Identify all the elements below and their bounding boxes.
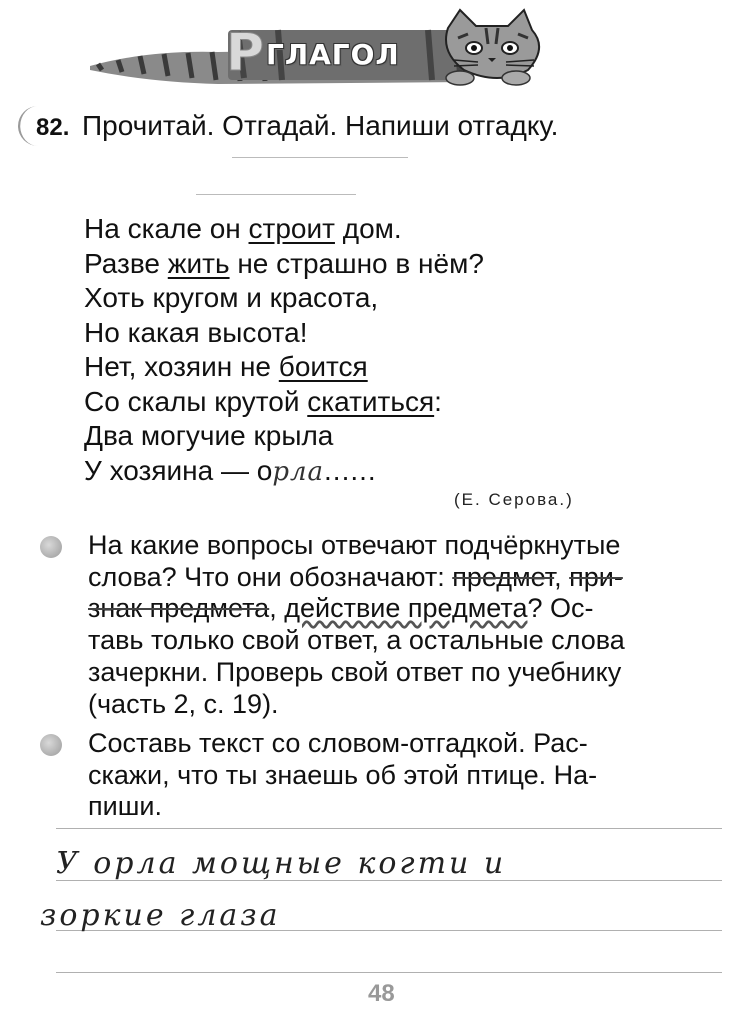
bullet-icon bbox=[40, 734, 62, 756]
underlined-word: боится bbox=[278, 351, 368, 382]
underlined-word: скатиться bbox=[307, 385, 435, 417]
task-questions: На какие вопросы отвечают подчёркнутые слова? Что они обозначают: предмет, при- знак предмета, действие предмета? Ос- тавь только свой ответ, а остальные слова зачеркни. Проверь свой ответ по учебнику (часть 2, с. 19). bbox=[88, 530, 625, 719]
crossed-out-word: предмет bbox=[452, 561, 555, 592]
svg-text:Р: Р bbox=[226, 23, 265, 83]
riddle-poem bbox=[84, 212, 484, 489]
crossed-out-word: при- bbox=[569, 561, 623, 592]
exercise-instruction: Прочитай. Отгадай. Напиши отгадку. bbox=[82, 110, 559, 141]
exercise-number: 82. bbox=[36, 114, 70, 141]
poem-line: Хоть кругом и красота, bbox=[84, 282, 379, 313]
poem-line: У хозяина — орла...... bbox=[84, 454, 377, 487]
title-underline bbox=[196, 194, 356, 195]
riddle-answer-handwritten: рла bbox=[272, 456, 325, 487]
task-compose-text: Составь текст со словом-отгадкой. Рас- скажи, что ты знаешь об этой птице. На- пиши. bbox=[88, 728, 598, 822]
handwritten-answer-line: зоркие глаза bbox=[40, 898, 281, 933]
title-underline bbox=[232, 157, 408, 158]
chosen-answer: действие предмета bbox=[284, 593, 528, 624]
exercise-number-badge bbox=[16, 104, 70, 148]
underlined-word: строит bbox=[248, 213, 335, 244]
banner-title: ГЛАГОЛ bbox=[266, 38, 400, 71]
poem-author: (Е. Серова.) bbox=[454, 490, 574, 509]
poem-line: Со скалы крутой скатиться: bbox=[84, 385, 442, 417]
poem-line: Нет, хозяин не боится bbox=[84, 351, 368, 382]
bullet-icon bbox=[40, 536, 62, 558]
poem-line: На скале он строит дом. bbox=[84, 213, 402, 244]
poem-line: Два могучие крыла bbox=[84, 420, 334, 451]
poem-line: Но какая высота! bbox=[84, 316, 308, 348]
writing-line bbox=[56, 972, 722, 973]
crossed-out-word: знак предмета bbox=[88, 593, 270, 624]
underlined-word: жить bbox=[167, 247, 230, 279]
chapter-banner bbox=[88, 8, 558, 88]
page-number: 48 bbox=[368, 980, 395, 1007]
handwritten-answer-line: У орла мощные когти и bbox=[56, 846, 507, 881]
writing-line bbox=[56, 828, 722, 829]
poem-line: Разве жить не страшно в нём? bbox=[84, 247, 484, 279]
